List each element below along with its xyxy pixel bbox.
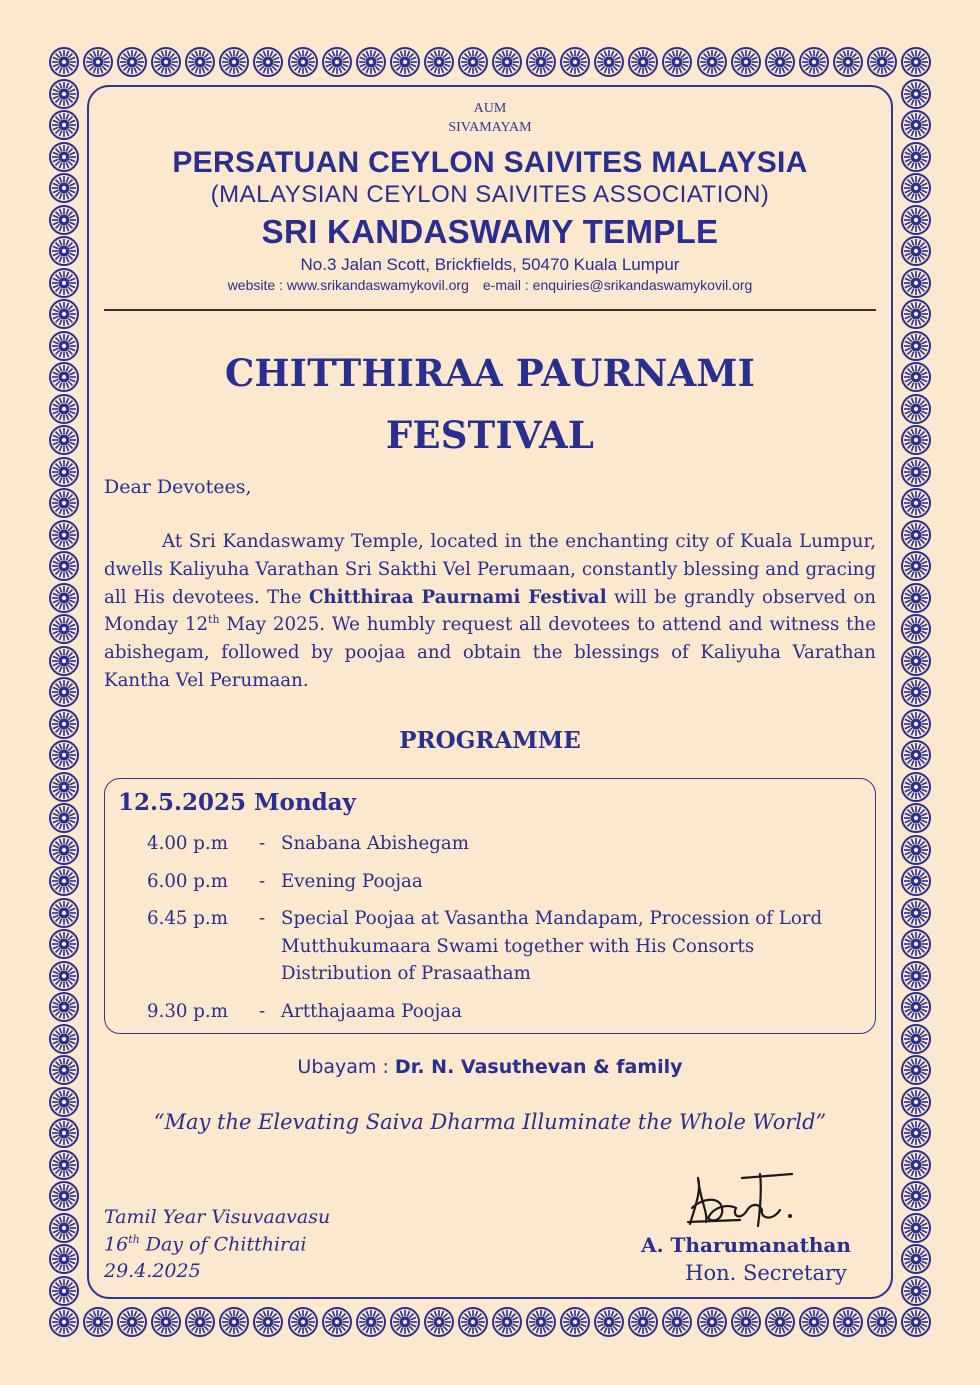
border-rosette-icon [48, 141, 80, 173]
border-rosette-icon [48, 1275, 80, 1307]
border-rosette-icon [48, 1054, 80, 1086]
organization-name-english: (MALAYSIAN CEYLON SAIVITES ASSOCIATION) [210, 181, 770, 208]
border-rosette-icon [832, 46, 864, 78]
border-rosette-icon [48, 739, 80, 771]
border-rosette-icon [48, 582, 80, 614]
temple-address: No.3 Jalan Scott, Brickfields, 50470 Kuala Lumpur [300, 255, 680, 274]
aum-heading: AUM [473, 101, 507, 116]
border-rosette-icon [832, 1306, 864, 1338]
border-rosette-icon [355, 46, 387, 78]
border-rosette-icon [48, 960, 80, 992]
border-rosette-icon [48, 613, 80, 645]
border-rosette-icon [900, 834, 932, 866]
border-rosette-icon [82, 1306, 114, 1338]
letter-text-2: will be grandly observed on Monday 12 [104, 586, 876, 636]
programme-heading: PROGRAMME [399, 727, 581, 754]
border-rosette-icon [730, 46, 762, 78]
border-rosette-icon [48, 834, 80, 866]
border-rosette-icon [661, 1306, 693, 1338]
border-rosette-icon [900, 298, 932, 330]
border-rosette-icon [48, 172, 80, 204]
border-rosette-icon [900, 897, 932, 929]
border-rosette-icon [48, 897, 80, 929]
letter-date-suffix: th [208, 613, 220, 627]
border-rosette-icon [48, 1086, 80, 1118]
border-rosette-icon [48, 519, 80, 551]
border-rosette-icon [48, 865, 80, 897]
border-rosette-icon [900, 361, 932, 393]
programme-separator: - [259, 833, 266, 854]
website-link[interactable]: website : www.srikandaswamykovil.org [227, 277, 469, 293]
border-rosette-icon [48, 1306, 80, 1338]
border-rosette-icon [48, 928, 80, 960]
border-rosette-icon [457, 46, 489, 78]
programme-activity-line: Distribution of Prasaatham [281, 963, 531, 984]
contact-line [90, 277, 890, 293]
title-line-2: FESTIVAL [385, 413, 595, 457]
border-rosette-icon [900, 1180, 932, 1212]
border-rosette-icon [116, 1306, 148, 1338]
border-rosette-icon [48, 676, 80, 708]
border-rosette-icon [798, 46, 830, 78]
ubayam-label: Ubayam : [297, 1056, 395, 1078]
border-rosette-icon [900, 172, 932, 204]
border-rosette-icon [900, 1306, 932, 1338]
tamil-day-text: Day of Chitthirai [139, 1233, 307, 1256]
programme-activity-line: Mutthukumaara Swami together with His Consorts [281, 935, 755, 957]
organization-name: PERSATUAN CEYLON SAIVITES MALAYSIA [172, 146, 808, 179]
border-rosette-icon [321, 1306, 353, 1338]
border-rosette-icon [900, 46, 932, 78]
programme-date: 12.5.2025 Monday [118, 789, 356, 816]
ubayam-sponsor: Dr. N. Vasuthevan & family [394, 1056, 683, 1078]
border-rosette-icon [184, 46, 216, 78]
border-rosette-icon [661, 46, 693, 78]
border-rosette-icon [48, 1023, 80, 1055]
letter-body [104, 528, 876, 695]
programme-activity: Artthajaama Poojaa [281, 1001, 462, 1022]
border-rosette-icon [900, 519, 932, 551]
temple-name: SRI KANDASWAMY TEMPLE [261, 213, 719, 250]
border-rosette-icon [48, 109, 80, 141]
border-rosette-icon [900, 865, 932, 897]
border-rosette-icon [900, 708, 932, 740]
border-rosette-icon [900, 1023, 932, 1055]
border-rosette-icon [48, 78, 80, 110]
sivamayam-heading: SIVAMAYAM [448, 120, 532, 135]
border-rosette-icon [900, 613, 932, 645]
border-rosette-icon [900, 78, 932, 110]
tamil-day [104, 1233, 307, 1255]
border-rosette-icon [48, 1212, 80, 1244]
letter-festival-name: Chitthiraa Paurnami Festival [308, 586, 607, 608]
border-rosette-icon [48, 204, 80, 236]
ubayam-line [90, 1056, 890, 1078]
programme-time: 6.45 p.m [147, 908, 228, 929]
border-rosette-icon [900, 487, 932, 519]
border-rosette-icon [900, 582, 932, 614]
title-line-1: CHITTHIRAA PAURNAMI [224, 351, 756, 395]
programme-separator: - [259, 871, 266, 892]
header-divider [104, 309, 876, 311]
border-rosette-icon [525, 1306, 557, 1338]
border-rosette-icon [321, 46, 353, 78]
border-rosette-icon [627, 46, 659, 78]
border-rosette-icon [900, 235, 932, 267]
border-rosette-icon [900, 267, 932, 299]
border-rosette-icon [48, 487, 80, 519]
border-rosette-icon [900, 960, 932, 992]
border-rosette-icon [696, 1306, 728, 1338]
signatory-name: A. Tharumanathan [641, 1233, 851, 1257]
border-rosette-icon [48, 361, 80, 393]
programme-time: 9.30 p.m [147, 1001, 228, 1022]
salutation: Dear Devotees, [104, 476, 252, 498]
border-rosette-icon [900, 330, 932, 362]
border-rosette-icon [900, 645, 932, 677]
border-rosette-icon [48, 330, 80, 362]
border-rosette-icon [287, 1306, 319, 1338]
border-rosette-icon [48, 298, 80, 330]
programme-activity: Evening Poojaa [281, 871, 423, 892]
border-rosette-icon [48, 424, 80, 456]
letter-text-3: May 2025. We humbly request all devotees to attend and witness the abishegam, followed by poojaa and obtain the blessings of Kaliyuha Varathan Kantha Vel Perumaan. [104, 614, 876, 691]
border-rosette-icon [423, 1306, 455, 1338]
page-title [90, 342, 890, 466]
motto: “May the Elevating Saiva Dharma Illuminate the Whole World” [153, 1110, 827, 1134]
border-rosette-icon [866, 1306, 898, 1338]
border-rosette-icon [48, 771, 80, 803]
border-rosette-icon [184, 1306, 216, 1338]
border-rosette-icon [593, 1306, 625, 1338]
border-rosette-icon [900, 1117, 932, 1149]
border-rosette-icon [900, 771, 932, 803]
border-rosette-icon [48, 802, 80, 834]
border-rosette-icon [900, 739, 932, 771]
letter-date: 29.4.2025 [104, 1260, 201, 1282]
border-rosette-icon [423, 46, 455, 78]
programme-separator: - [259, 1001, 266, 1022]
border-rosette-icon [48, 1117, 80, 1149]
border-rosette-icon [866, 46, 898, 78]
tamil-year: Tamil Year Visuvaavasu [104, 1206, 331, 1228]
border-rosette-icon [764, 46, 796, 78]
border-rosette-icon [900, 393, 932, 425]
border-rosette-icon [900, 1149, 932, 1181]
border-rosette-icon [900, 1212, 932, 1244]
border-rosette-icon [900, 928, 932, 960]
border-rosette-icon [491, 46, 523, 78]
programme-separator: - [259, 908, 266, 929]
programme-activity-line: Special Poojaa at Vasantha Mandapam, Procession of Lord [281, 908, 823, 929]
border-rosette-icon [900, 109, 932, 141]
border-rosette-icon [764, 1306, 796, 1338]
border-rosette-icon [525, 46, 557, 78]
border-rosette-icon [559, 1306, 591, 1338]
border-rosette-icon [900, 141, 932, 173]
border-rosette-icon [389, 1306, 421, 1338]
border-rosette-icon [696, 46, 728, 78]
border-rosette-icon [116, 46, 148, 78]
border-rosette-icon [82, 46, 114, 78]
border-rosette-icon [150, 1306, 182, 1338]
border-rosette-icon [252, 1306, 284, 1338]
border-rosette-icon [48, 991, 80, 1023]
border-rosette-icon [252, 46, 284, 78]
programme-activity: Snabana Abishegam [281, 833, 469, 854]
border-rosette-icon [730, 1306, 762, 1338]
border-rosette-icon [900, 1054, 932, 1086]
border-rosette-icon [900, 1086, 932, 1118]
border-rosette-icon [48, 235, 80, 267]
letter-text-1: At Sri Kandaswamy Temple, located in the enchanting city of Kuala Lumpur, dwells Kaliyuha Varathan Sri Sakthi Vel Perumaan, constantly blessing and gracing all His devotees. The [104, 531, 876, 608]
border-rosette-icon [218, 46, 250, 78]
border-rosette-icon [491, 1306, 523, 1338]
tamil-day-suffix: th [128, 1233, 140, 1246]
border-rosette-icon [287, 46, 319, 78]
border-rosette-icon [900, 802, 932, 834]
border-rosette-icon [593, 46, 625, 78]
border-rosette-icon [48, 645, 80, 677]
border-rosette-icon [48, 708, 80, 740]
signature-image [680, 1160, 810, 1230]
border-rosette-icon [48, 267, 80, 299]
border-rosette-icon [900, 676, 932, 708]
border-rosette-icon [150, 46, 182, 78]
programme-activity [281, 905, 861, 988]
border-rosette-icon [900, 204, 932, 236]
signatory-title: Hon. Secretary [685, 1261, 847, 1285]
border-rosette-icon [457, 1306, 489, 1338]
programme-time: 6.00 p.m [147, 871, 228, 892]
border-rosette-icon [48, 550, 80, 582]
border-rosette-icon [798, 1306, 830, 1338]
border-rosette-icon [389, 46, 421, 78]
border-rosette-icon [218, 1306, 250, 1338]
border-rosette-icon [48, 456, 80, 488]
border-rosette-icon [48, 1180, 80, 1212]
border-rosette-icon [559, 46, 591, 78]
border-rosette-icon [627, 1306, 659, 1338]
border-rosette-icon [900, 424, 932, 456]
border-rosette-icon [355, 1306, 387, 1338]
border-rosette-icon [48, 1149, 80, 1181]
border-rosette-icon [900, 991, 932, 1023]
border-rosette-icon [48, 46, 80, 78]
border-rosette-icon [48, 1243, 80, 1275]
border-rosette-icon [900, 456, 932, 488]
border-rosette-icon [900, 550, 932, 582]
tamil-day-number: 16 [104, 1233, 129, 1256]
programme-time: 4.00 p.m [147, 833, 228, 854]
border-rosette-icon [48, 393, 80, 425]
email-link[interactable]: e-mail : enquiries@srikandaswamykovil.org [482, 277, 753, 293]
